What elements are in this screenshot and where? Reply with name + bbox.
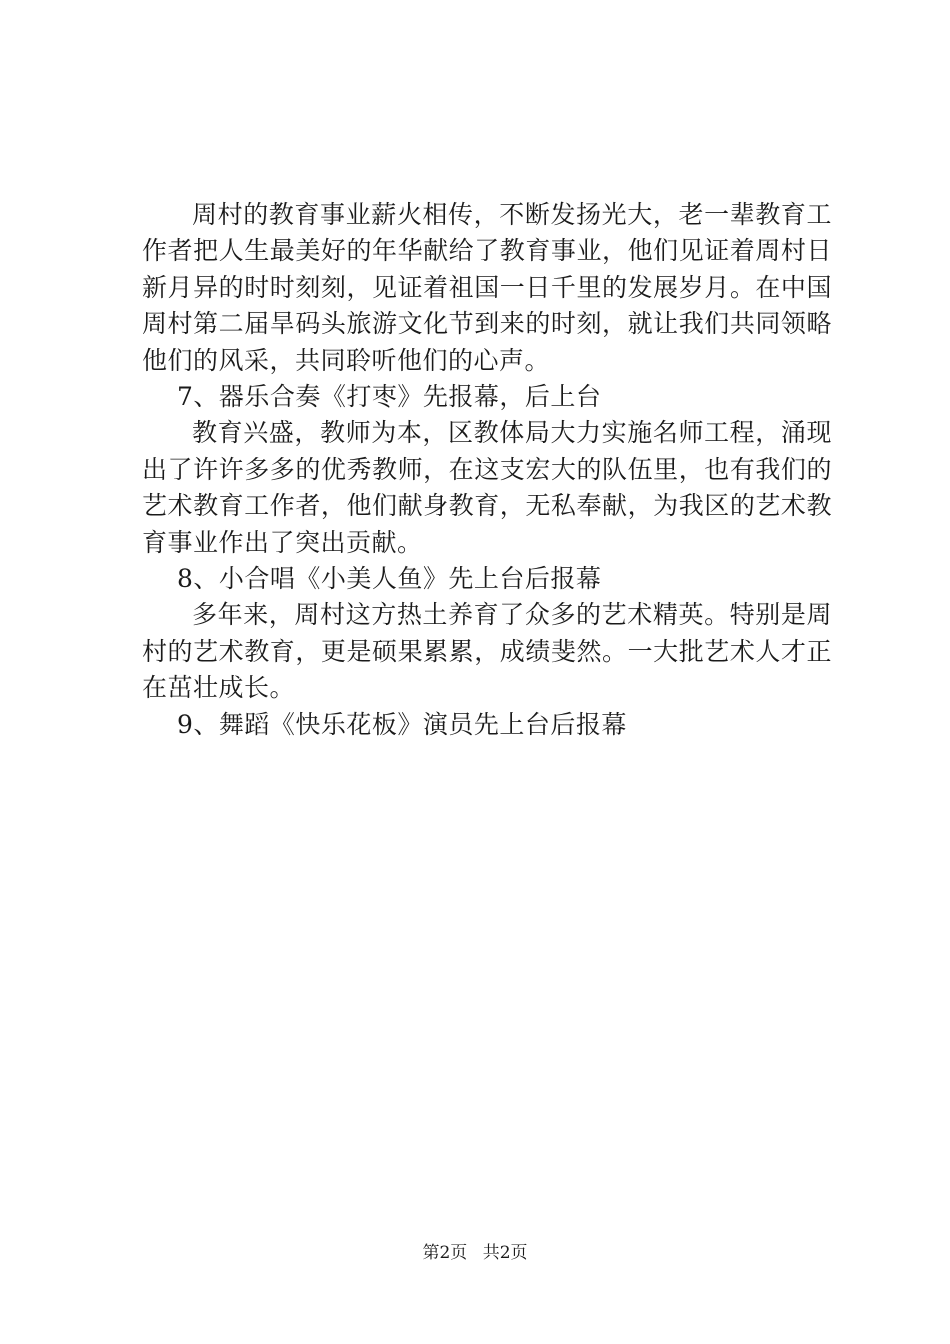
paragraph-art-talents: 多年来，周村这方热土养育了众多的艺术精英。特别是周村的艺术教育，更是硕果累累，成绩斐然。一大批艺术人才正在茁壮成长。: [142, 600, 832, 703]
paragraph-teachers-excellence: 教育兴盛，教师为本，区教体局大力实施名师工程，涌现出了许许多多的优秀教师，在这支宏大的队伍里，也有我们的艺术教育工作者，他们献身教育，无私奉献，为我区的艺术教育事业作出了突出贡献。: [142, 418, 832, 557]
document-body: [142, 197, 832, 743]
page-number: 第2页: [422, 1243, 468, 1263]
page-footer: [0, 1241, 950, 1265]
program-item-7: 7、器乐合奏《打枣》先报幕，后上台: [177, 382, 602, 412]
program-item-9: 9、舞蹈《快乐花板》演员先上台后报幕: [177, 709, 627, 739]
page-total: 共2页: [482, 1243, 528, 1263]
program-item-8: 8、小合唱《小美人鱼》先上台后报幕: [177, 564, 602, 594]
paragraph-teachers-history: 周村的教育事业薪火相传，不断发扬光大，老一辈教育工作者把人生最美好的年华献给了教育事业，他们见证着周村日新月异的时时刻刻，见证着祖国一日千里的发展岁月。在中国周村第二届旱码头旅游文化节到来的时刻，就让我们共同领略他们的风采，共同聆听他们的心声。: [142, 200, 832, 375]
